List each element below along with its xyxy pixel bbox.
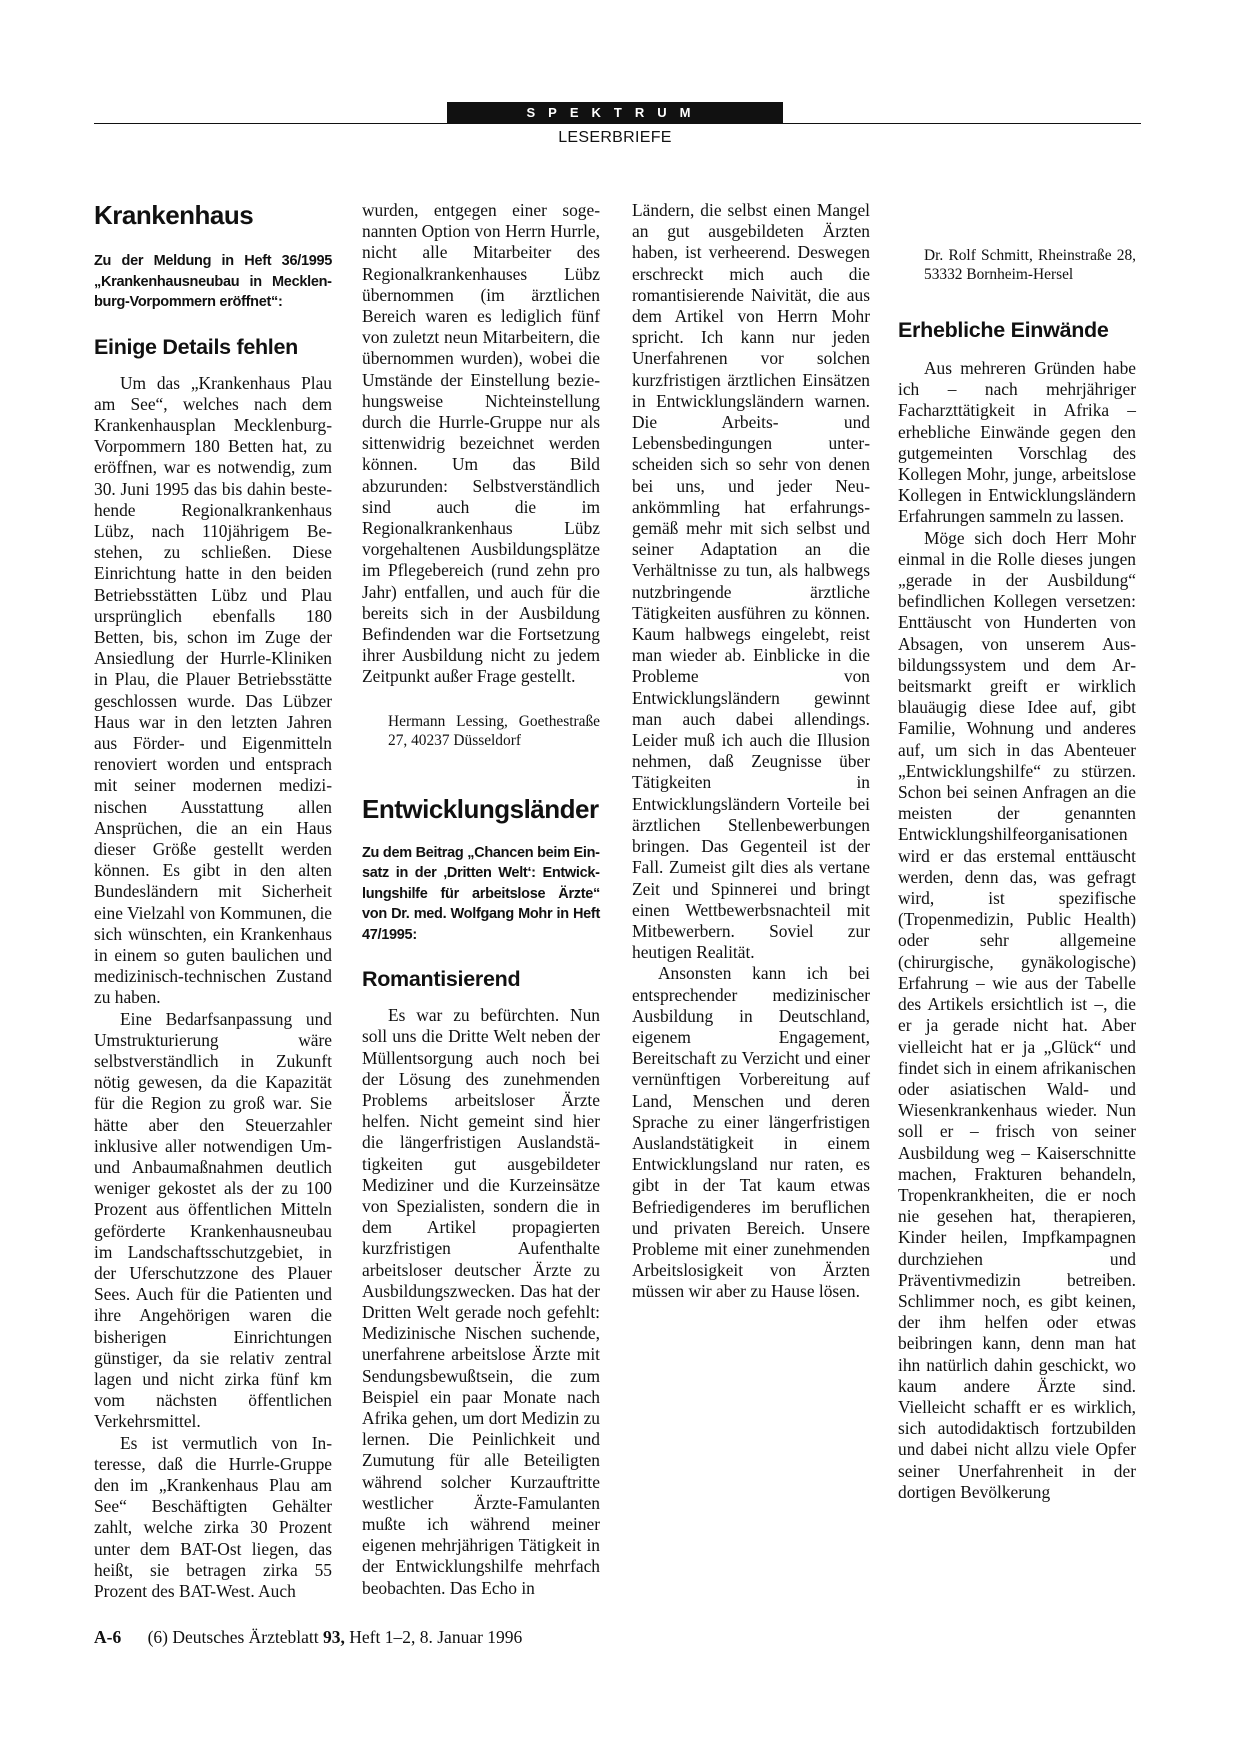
journal-citation: (6) Deutsches Ärzteblatt	[147, 1627, 324, 1647]
letter-signature: Hermann Lessing, Goethestraße 27, 40237 Düsseldorf	[388, 712, 600, 749]
column-continuation-spacer	[898, 200, 1136, 243]
section-header-bar: SPEKTRUM	[447, 102, 783, 123]
letter-signature: Dr. Rolf Schmitt, Rheinstraße 28, 53332 Bornheim-Hersel	[924, 247, 1136, 283]
section-subheader: LESERBRIEFE	[558, 129, 672, 146]
journal-volume: 93,	[323, 1627, 345, 1647]
column-3	[632, 200, 870, 1303]
letter-paragraph: Eine Bedarfsanpassung und Umstrukturierung wäre selbstverständlich in Zukunft nötig gewesen, da die Kapazität für die Region zu groß war. Sie hätte aber den Steuerzahler inklusive aller notwendigen Um- und Anbaumaßnahmen deutlich weniger gekostet als der zu 100 Prozent aus öffentlichen Mitteln geförderte Krankenhausneubau im Landschaftsschutzgebiet, in der Uferschutzzone des Plauer Sees. Auch für die Patienten und ihre Angehörigen waren die bisherigen Einrichtungen günstiger, da sie relativ zentral lagen und nicht zirka fünf km vom nächsten öffentlichen Verkehrsmittel.	[94, 1008, 332, 1432]
letter-paragraph: Aus mehreren Gründen habe ich – nach mehrjähriger Facharzttätigkeit in Afrika – erhebliche Einwände gegen den gutgemeinten Vorschlag des Kollegen Mohr, junge, arbeitslose Kollegen in Entwicklungsländern Erfahrungen sammeln zu lassen.	[898, 358, 1136, 527]
section-title-entwicklungslaender: Entwicklungsländer	[362, 793, 599, 824]
letter-paragraph-continued: Ländern, die selbst einen Mangel an gut ausgebildeten Ärzten haben, ist verheerend. Deswegen erschreckt mich auch die romantisierende Naivität, die aus dem Artikel von Herrn Mohr spricht. Ich kann nur jeden Unerfahrenen vor solchen kurzfristigen ärztlichen Einsätzen in Entwicklungsländern warnen. Die Arbeits- und Lebensbedingungen unterscheiden sich so sehr von denen bei uns, und jeder Neuankömmling hat erfahrungsgemäß mehr mit sich selbst und seiner Adaptation an die Verhältnisse zu tun, als halbwegs nutzbringende ärztliche Tätigkeiten ausführen zu können. Kaum halbwegs eingelebt, reist man wieder ab. Einblicke in die Probleme von Entwicklungsländern gewinnt man auch dabei allendings. Leider muß ich auch die Illusion nehmen, daß Zeugnisse über Tätigkeiten in Entwicklungsländern Vorteile bei ärztlichen Stellenbewerbungen bringen. Das Gegenteil ist der Fall. Zumeist gilt dies als vertane Zeit und Spinnerei und bringt einen Wettbewerbsnachteil mit Mitbewerbern. Soviel zur heutigen Realität.	[632, 200, 870, 963]
article-intro-entwicklungslaender: Zu dem Beitrag „Chancen beim Einsatz in der ‚Dritten Welt‘: Entwicklungshilfe für arbeitslose Ärzte“ von Dr. med. Wolfgang Mohr in Heft 47/1995:	[362, 844, 600, 943]
column-continuation-spacer	[362, 688, 600, 709]
letter-paragraph: Es war zu befürchten. Nun soll uns die Dritte Welt neben der Müllentsorgung auch noch bei der Lösung des zunehmenden Problems arbeitsloser Ärzte helfen. Nicht gemeint sind hier die längerfristigen Auslandstätigkeiten gut ausgebildeter Mediziner und die Kurzeinsätze von Spezialisten, sondern die in dem Artikel propagierten kurzfristigen Aufenthalte arbeitsloser deutscher Ärzte zu Ausbildungszwecken. Das hat der Dritten Welt gerade noch gefehlt: Medizinische Nischen suchende, unerfahrene arbeitslose Ärzte mit Sendungsbewußtsein, die zum Beispiel ein paar Monate nach Afrika gehen, um dort Medizin zu lernen. Die Peinlichkeit und Zumutung für alle Beteiligten während solcher Kurzauftritte westlicher Ärzte-Famulanten mußte ich während meiner eigenen mehrjährigen Tätigkeit in der Entwicklungshilfe mehrfach beobachten. Das Echo in	[362, 1005, 600, 1598]
letter-title-romantisierend: Romantisierend	[362, 967, 521, 992]
column-1	[94, 200, 332, 1602]
letter-paragraph: Möge sich doch Herr Mohr einmal in die Rolle dieses jungen „gerade in der Ausbildung“ befindlichen Kollegen versetzen: Enttäuscht von Hunderten von Absagen, von unserem Ausbildungssystem und dem Arbeitsmarkt greift er wirklich blauäugig diese Idee auf, gibt Familie, Wohnung und anderes auf, um sich in das Abenteuer „Entwicklungshilfe“ zu stürzen. Schon bei seinen Anfragen an die meisten der genannten Entwicklungshilfeorganisationen wird er das erstemal enttäuscht werden, denn das, was gefragt wird, ist spezifische (Tropenmedizin, Public Health) oder sehr allgemeine (chirurgische, gynäkologische) Erfahrung – wie aus der Tabelle des Artikels ersichtlich ist –, die er ja gerade nicht hat. Aber vielleicht hat er ja „Glück“ und findet sich in einem afrikanischen oder asiatischen Wald- und Wiesenkrankenhaus wieder. Nun soll er – frisch von seiner Ausbildung weg – Kaiserschnitte machen, Frakturen behandeln, Tropenkrankheiten, die er noch nie gesehen hat, therapieren, Kinder heilen, Impfkampagnen durchziehen und Präventivmedizin betreiben. Schlimmer noch, es gibt keinen, der ihm helfen oder etwas beibringen kann, denn man hat ihn natürlich dahin geschickt, wo kaum andere Ärzte sind. Vielleicht schafft er es wirklich, sich autodidaktisch fortzubilden und dabei nicht allzu viele Opfer seiner Unerfahrenheit in der dortigen Bevölkerung	[898, 527, 1136, 1502]
letter-paragraph: Um das „Krankenhaus Plau am See“, welches nach dem Krankenhausplan Mecklenburg-Vorpommern 180 Betten hat, zu eröffnen, war es notwendig, zum 30. Juni 1995 das bis dahin bestehende Regionalkrankenhaus Lübz, nach 110jährigem Bestehen, zu schließen. Diese Einrichtung hatte in den beiden Betriebsstätten Lübz und Plau ursprünglich ebenfalls 180 Betten, bis, schon im Zuge der Ansiedlung der Hurrle-Kliniken in Plau, die Plauer Betriebsstätte geschlossen wurde. Das Lübzer Haus war in den letzten Jahren aus Förder- und Eigenmitteln renoviert worden und entsprach mit seiner modernen medizinischen Ausstattung allen Ansprüchen, die an ein Haus dieser Größe gestellt werden können. Es gibt in den alten Bundesländern mit Sicherheit eine Vielzahl von Kommunen, die sich wünschten, ein Krankenhaus in einem so guten baulichen und medizinisch-technischen Zustand zu haben.	[94, 372, 332, 1008]
letter-paragraph: Es ist vermutlich von Interesse, daß die Hurrle-Gruppe den im „Krankenhaus Plau am See“ Beschäftigten Gehälter zahlt, welche zirka 30 Prozent unter dem BAT-Ost liegen, das heißt, sie betragen zirka 55 Prozent des BAT-West. Auch	[94, 1432, 332, 1602]
section-title-krankenhaus: Krankenhaus	[94, 200, 254, 230]
journal-issue-date: Heft 1–2, 8. Januar 1996	[344, 1627, 523, 1647]
letter-paragraph-continued: wurden, entgegen einer sogenannten Option von Herrn Hurrle, nicht alle Mitarbeiter des Regionalkrankenhauses Lübz übernommen (im ärztlichen Bereich waren es lediglich fünf von zuletzt neun Mitarbeitern, die übernommen wurden), wobei die Umstände der Einstellung beziehungsweise Nichteinstellung durch die Hurrle-Gruppe nur als sittenwidrig bezeichnet werden können. Um das Bild abzurunden: Selbstverständlich sind auch die im Regionalkrankenhaus Lübz vorgehaltenen Ausbildungsplätze im Pflegebereich (rund zehn pro Jahr) entfallen, und auch für die bereits sich in der Ausbildung Befindenden war die Fortsetzung ihrer Ausbildung nicht zu jedem Zeitpunkt außer Frage gestellt.	[362, 200, 600, 687]
page-footer	[94, 1627, 522, 1648]
article-intro-krankenhaus: Zu der Meldung in Heft 36/1995 „Krankenhausneubau in Mecklenburg-Vorpommern eröffnet“:	[94, 253, 332, 310]
page-number: A-6	[94, 1627, 122, 1647]
header-rule	[94, 123, 1141, 124]
letter-paragraph: Ansonsten kann ich bei entsprechender medizinischer Ausbildung in Deutschland, eigenem Engagement, Bereitschaft zu Verzicht und einer vernünftigen Vorbereitung auf Land, Menschen und deren Sprache zu einer längerfristigen Auslandstätigkeit in einem Entwicklungsland nur raten, es gibt in der Tat kaum etwas Befriedigenderes im beruflichen und privaten Bereich. Unsere Probleme mit einer zunehmenden Arbeitslosigkeit von Ärzten müssen wir aber zu Hause lösen.	[632, 963, 870, 1302]
column-2	[362, 200, 600, 1599]
letter-title-details: Einige Details fehlen	[94, 334, 298, 359]
column-4	[898, 200, 1136, 1503]
letter-title-einwaende: Erhebliche Einwände	[898, 318, 1109, 342]
